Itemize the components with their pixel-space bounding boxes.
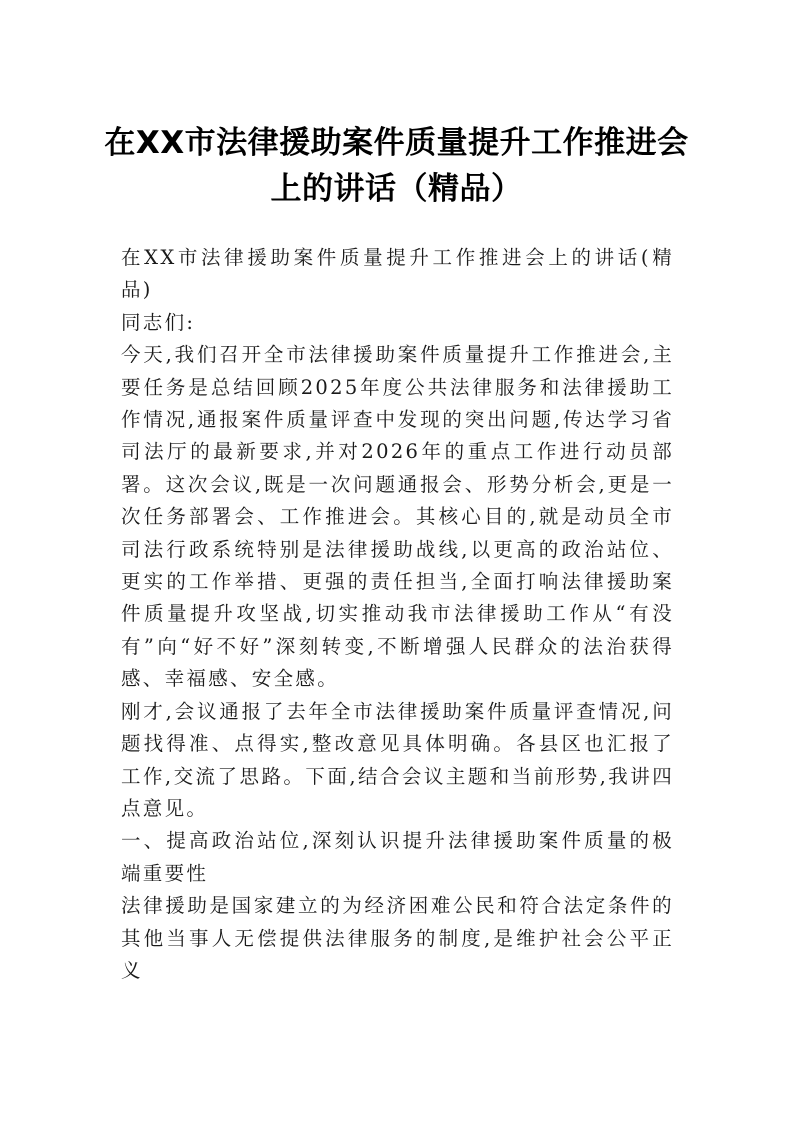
paragraph-review: 刚才,会议通报了去年全市法律援助案件质量评查情况,问题找得准、点得实,整改意见具体明确。各县区也汇报了工作,交流了思路。下面,结合会议主题和当前形势,我讲四点意见。 (121, 699, 674, 820)
salutation: 同志们: (121, 310, 196, 334)
section-heading-1: 一、提高政治站位,深刻认识提升法律援助案件质量的极端重要性 (121, 829, 674, 885)
document-body (121, 242, 674, 987)
subtitle-line: 在XX市法律援助案件质量提升工作推进会上的讲话(精品) (121, 246, 674, 302)
paragraph-legal-aid: 法律援助是国家建立的为经济困难公民和符合法定条件的其他当事人无偿提供法律服务的制度,是维护社会公平正义 (121, 894, 674, 982)
document-title: 在XX市法律援助案件质量提升工作推进会上的讲话（精品） (104, 125, 689, 207)
paragraph-opening: 今天,我们召开全市法律援助案件质量提升工作推进会,主要任务是总结回顾2025年度公共法律服务和法律援助工作情况,通报案件质量评查中发现的突出问题,传达学习省司法厅的最新要求,并对2026年的重点工作进行动员部署。这次会议,既是一次问题通报会、形势分析会,更是一次任务部署会、工作推进会。其核心目的,就是动员全市司法行政系统特别是法律援助战线,以更高的政治站位、更实的工作举措、更强的责任担当,全面打响法律援助案件质量提升攻坚战,切实推动我市法律援助工作从“有没有”向“好不好”深刻转变,不断增强人民群众的法治获得感、幸福感、安全感。 (121, 343, 674, 691)
